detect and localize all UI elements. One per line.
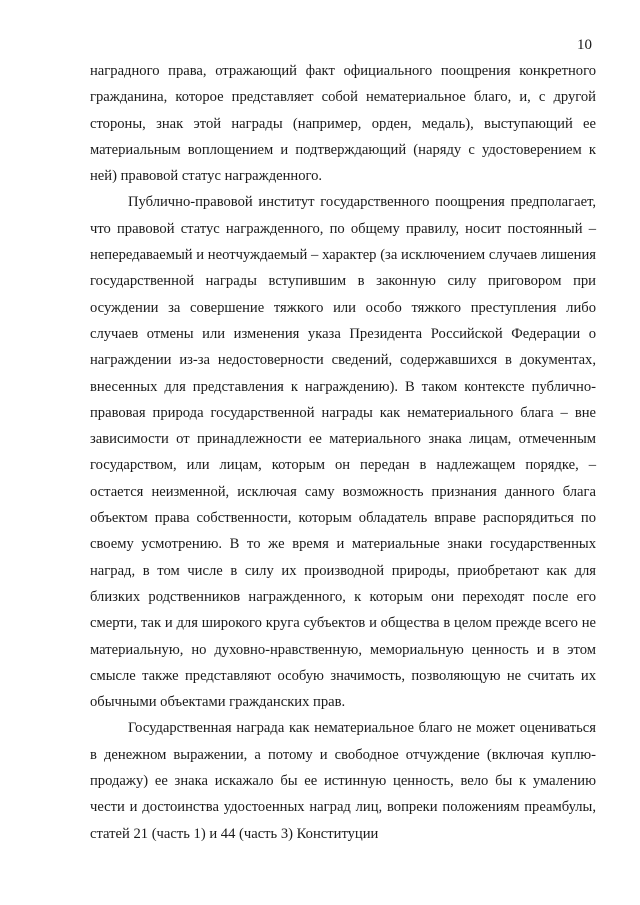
paragraph-continuation: наградного права, отражающий факт официального поощрения конкретного гражданина, которое представляет собой нематериальное благо, и, с другой стороны, знак этой награды (например, орден, медаль), выступающий ее материальным воплощением и подтверждающий (наряду с удостоверением к ней) правовой статус награжденного. (90, 63, 596, 185)
page-number: 10 (577, 37, 592, 53)
paragraph-public-law-institute: Публично-правовой институт государственного поощрения предполагает, что правовой статус награжденного, по общему правилу, носит постоянный – непередаваемый и неотчуждаемый – характер (за исключением случаев лишения государственной награды вступившим в законную силу приговором при осуждении за совершение тяжкого или особо тяжкого преступления либо случаев отмены или изменения указа Президента Российской Федерации о награждении из-за недостоверности сведений, содержавшихся в документах, внесенных для представления к награждению). В таком контексте публично-правовая природа государственной награды как нематериального блага – вне зависимости от принадлежности ее материального знака лицам, отмеченным государством, или лицам, которым он передан в надлежащем порядке, – остается неизменной, исключая саму возможность признания данного блага объектом права собственности, которым обладатель вправе распорядиться по своему усмотрению. В то же время и материальные знаки государственных наград, в том числе в силу их производной природы, приобретают как для близких родственников награжденного, к которым они переходят после его смерти, так и для широкого круга субъектов и общества в целом прежде всего не материальную, но духовно-нравственную, мемориальную ценность и в этом смысле также представляют особую значимость, позволяющую не считать их обычными объектами гражданских прав. (90, 194, 596, 711)
paragraph-state-award-value: Государственная награда как нематериальное благо не может оцениваться в денежном выражении, а потому и свободное отчуждение (включая куплю-продажу) ее знака искажало бы ее истинную ценность, вело бы к умалению чести и достоинства удостоенных наград лиц, вопреки положениям преамбулы, статей 21 (часть 1) и 44 (часть 3) Конституции (90, 720, 596, 842)
body-text (90, 58, 596, 847)
